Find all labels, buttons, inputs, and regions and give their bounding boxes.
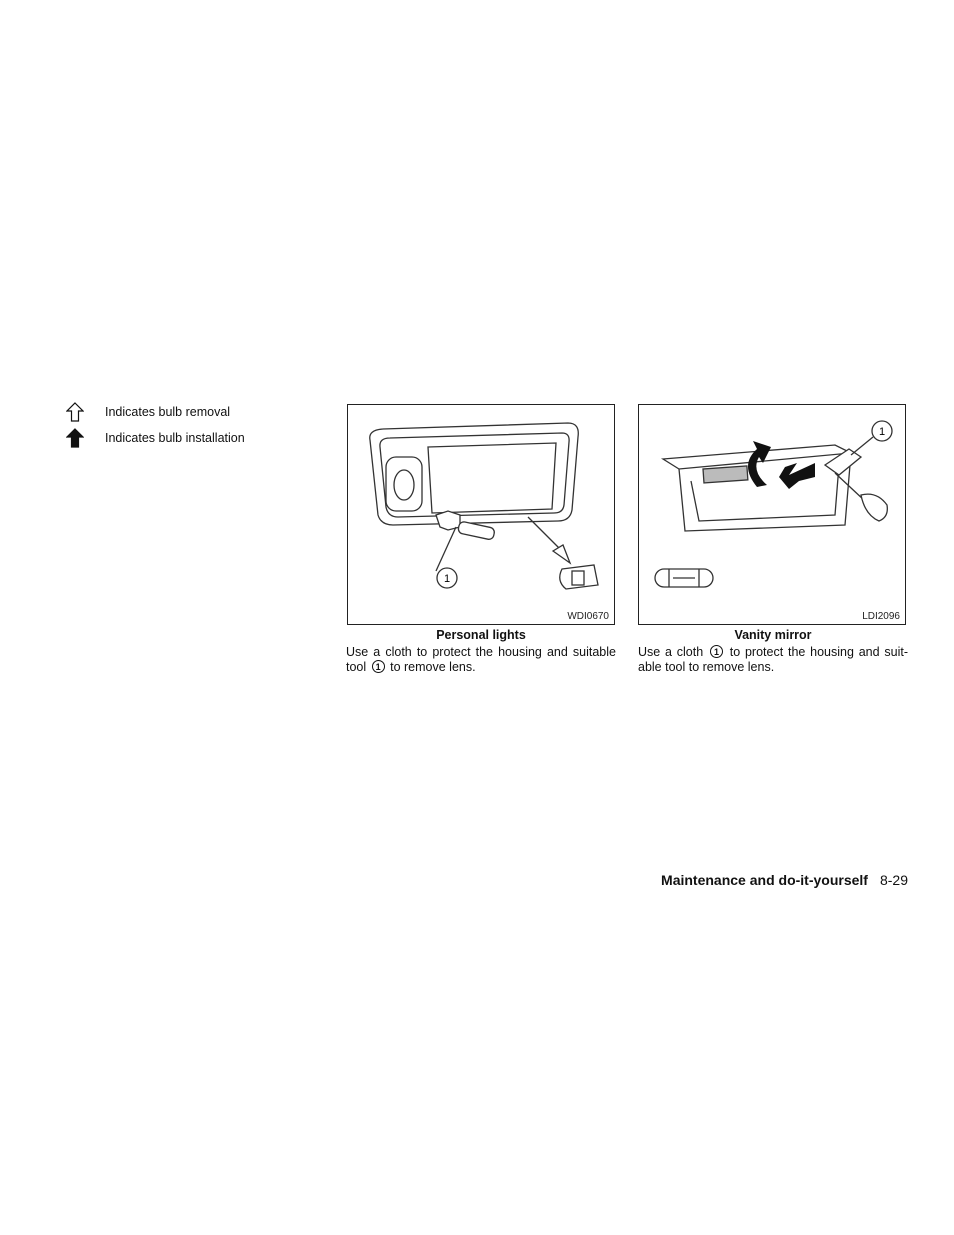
- vanity-mirror-illustration: [639, 405, 907, 626]
- figure-vanity-mirror: [638, 404, 906, 625]
- figure-instructions: [638, 645, 908, 675]
- legend-text-installation: Indicates bulb installation: [105, 431, 245, 445]
- section-title: Maintenance and do-it-yourself: [661, 872, 868, 888]
- callout-ref: 1: [372, 660, 385, 673]
- filled-up-arrow-icon: [66, 428, 84, 448]
- instruction-text-end: to remove lens.: [390, 660, 476, 674]
- legend-text-removal: Indicates bulb removal: [105, 405, 231, 419]
- outline-up-arrow-icon: [66, 402, 84, 422]
- figure-caption: Vanity mirror: [734, 628, 812, 642]
- callout-number: 1: [443, 573, 451, 585]
- page-number: 8-29: [879, 872, 908, 888]
- instruction-text-end: to protect the housing and suit-able tool to remove lens.: [638, 645, 908, 674]
- figure-code: WDI0670: [567, 611, 609, 622]
- callout-ref: 1: [710, 645, 723, 658]
- figure-instructions: [346, 645, 616, 675]
- legend-row-installation: [66, 428, 245, 448]
- figure-personal-lights: [347, 404, 615, 625]
- figure-code: LDI2096: [862, 611, 900, 622]
- instruction-text-start: Use a cloth: [638, 645, 704, 659]
- personal-light-illustration: [348, 405, 616, 626]
- legend-row-removal: [66, 402, 231, 422]
- callout-number: 1: [878, 426, 886, 438]
- figure-caption: Personal lights: [436, 628, 526, 642]
- instruction-text-start: Use a cloth to protect the housing and suitable tool: [346, 645, 616, 674]
- page-footer: [661, 872, 908, 888]
